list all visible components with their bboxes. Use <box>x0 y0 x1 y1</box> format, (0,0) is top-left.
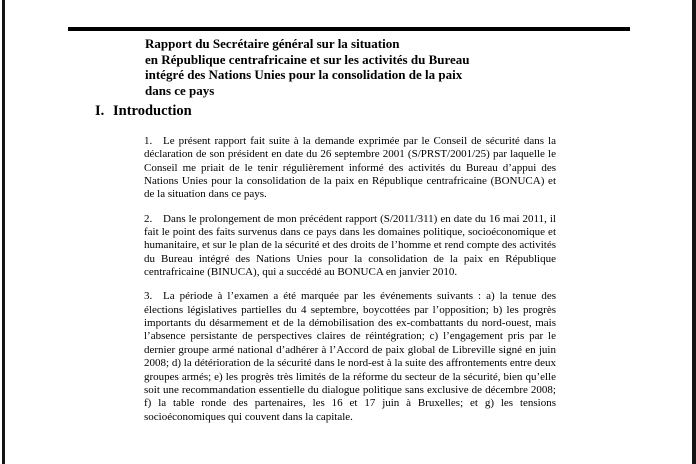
paragraph-3 <box>144 290 556 423</box>
report-title-line-1: Rapport du Secrétaire général sur la situation <box>145 36 400 51</box>
paragraph-3-number: 3. <box>144 290 153 303</box>
paragraph-2-number: 2. <box>144 212 153 225</box>
page-left-edge-border <box>2 0 5 464</box>
report-title-line-2: en République centrafricaine et sur les activités du Bureau <box>145 51 470 67</box>
title-rule <box>68 27 630 31</box>
section-title: Introduction <box>113 103 192 119</box>
paragraph-1-text: Le présent rapport fait suite à la demande exprimée par le Conseil de sécurité dans la déclaration de son président en date du 26 septembre 2001 (S/PRST/2001/25) par laquelle le Conseil me priait de le tenir régulièrement informé des activités du Bureau d’appui des Nations Unies pour la consolidation de la paix en République centrafricaine (BONUCA) et de la situation dans ce pays. <box>144 135 556 201</box>
report-title-line-4: dans ce pays <box>145 82 215 98</box>
paragraph-3-text: La période à l’examen a été marquée par les événements suivants : a) la tenue des élections législatives partielles du 4 septembre, boycottées par l’opposition; b) les progrès importants du désarmement et de la démobilisation des ex-combattants du nord-ouest, mais l’absence persistante de perspectives claires de réintégration; c) l’engagement pris par le dernier groupe armé national d’adhérer à l’Accord de paix global de Libreville signé en juin 2008; d) la détérioration de la sécurité dans le nord-est à la suite des affrontements entre deux groupes armés; e) les progrès très limités de la réforme du secteur de la sécurité, bien qu’elle soit une recommandation essentielle du dialogue politique sans exclusive de décembre 2008; f) la table ronde des partenaires, les 16 et 17 juin à Bruxelles; et g) les tensions socioéconomiques qui couvent dans la capitale. <box>144 290 556 423</box>
paragraph-1 <box>144 135 556 202</box>
paragraph-1-number: 1. <box>144 135 153 147</box>
section-numeral: I. <box>95 103 105 119</box>
report-title <box>145 36 585 98</box>
page-right-edge-border <box>692 0 696 464</box>
paragraph-2 <box>144 213 556 280</box>
report-body <box>144 135 556 424</box>
section-heading-introduction <box>95 103 192 120</box>
report-title-line-3: intégré des Nations Unies pour la consolidation de la paix <box>145 67 463 82</box>
paragraph-2-text: Dans le prolongement de mon précédent rapport (S/2011/311) en date du 16 mai 2011, il fait le point des faits survenus dans ce pays dans les domaines politique, socioéconomique et humanitaire, et sur le plan de la sécurité et des droits de l’homme et rend compte des activités du Bureau intégré des Nations Unies pour la consolidation de la paix en République centrafricaine (BINUCA), qui a succédé au BONUCA en janvier 2010. <box>144 212 556 279</box>
